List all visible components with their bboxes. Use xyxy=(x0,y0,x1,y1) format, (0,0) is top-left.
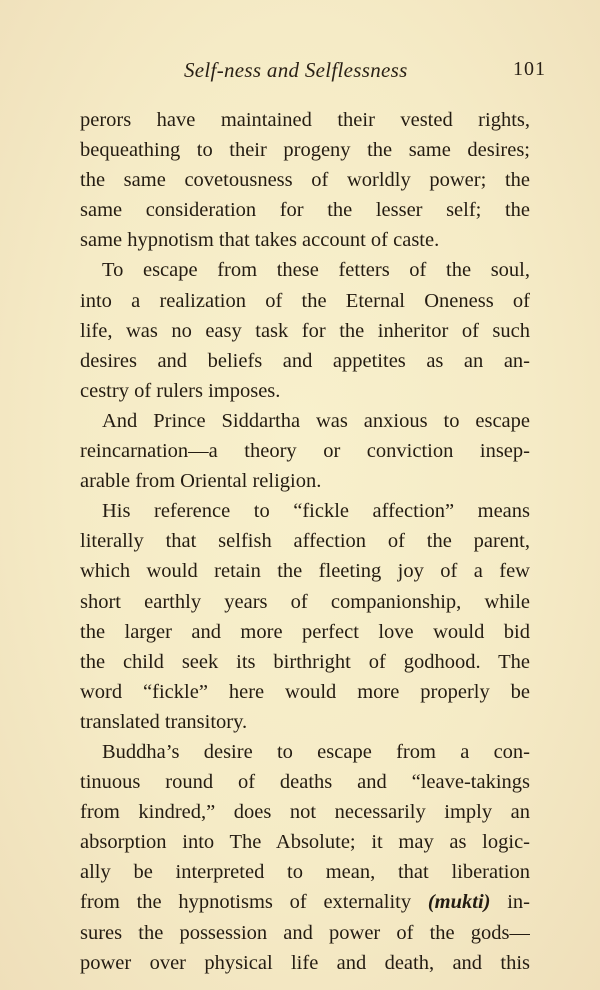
text-line xyxy=(80,887,530,917)
text-line: the child seek its birthright of godhood. The xyxy=(80,650,530,673)
text-line: same hypnotism that takes account of caste. xyxy=(80,229,440,252)
running-title: Self-ness and Selflessness xyxy=(184,58,408,82)
text-line: which would retain the fleeting joy of a few xyxy=(80,560,530,583)
body-text xyxy=(80,105,530,978)
text-line: reincarnation—a theory or conviction insep- xyxy=(80,440,530,463)
text-line: Buddha’s desire to escape from a con- xyxy=(102,740,530,763)
text-line: sures the possession and power of the gods— xyxy=(80,921,530,944)
text-line: the same covetousness of worldly power; the xyxy=(80,169,530,192)
text-line: perors have maintained their vested rights, xyxy=(80,109,530,131)
text-line: power over physical life and death, and this xyxy=(80,951,530,974)
text-line: bequeathing to their progeny the same desires; xyxy=(80,139,530,162)
page-number: 101 xyxy=(513,58,546,80)
text-line: To escape from these fetters of the soul, xyxy=(102,259,530,282)
text-line: desires and beliefs and appetites as an an- xyxy=(80,349,530,372)
text-line: His reference to “fickle affection” means xyxy=(102,500,530,523)
running-head xyxy=(78,58,546,88)
text-line: tinuous round of deaths and “leave-takings xyxy=(80,771,530,794)
text-line: ally be interpreted to mean, that liberation xyxy=(80,861,530,884)
text-line: life, was no easy task for the inheritor of such xyxy=(80,319,530,342)
text-line: short earthly years of companionship, while xyxy=(80,590,530,613)
text-line: from kindred,” does not necessarily imply an xyxy=(80,801,530,824)
text-line: into a realization of the Eternal Oneness of xyxy=(80,289,530,312)
text-line: same consideration for the lesser self; the xyxy=(80,199,530,222)
text-line: word “fickle” here would more properly be xyxy=(80,680,530,703)
text-line: literally that selfish affection of the parent, xyxy=(80,530,530,553)
text-segment: from the hypnotisms of externality xyxy=(80,891,428,914)
text-line: absorption into The Absolute; it may as logic- xyxy=(80,831,530,854)
text-line: the larger and more perfect love would bid xyxy=(80,620,530,643)
text-line: translated transitory. xyxy=(80,710,248,733)
text-line: And Prince Siddartha was anxious to escape xyxy=(102,409,530,432)
text-line: arable from Oriental religion. xyxy=(80,470,322,493)
text-line: cestry of rulers imposes. xyxy=(80,379,281,402)
italic-term: (mukti) xyxy=(427,891,491,914)
text-segment: in- xyxy=(490,891,530,914)
